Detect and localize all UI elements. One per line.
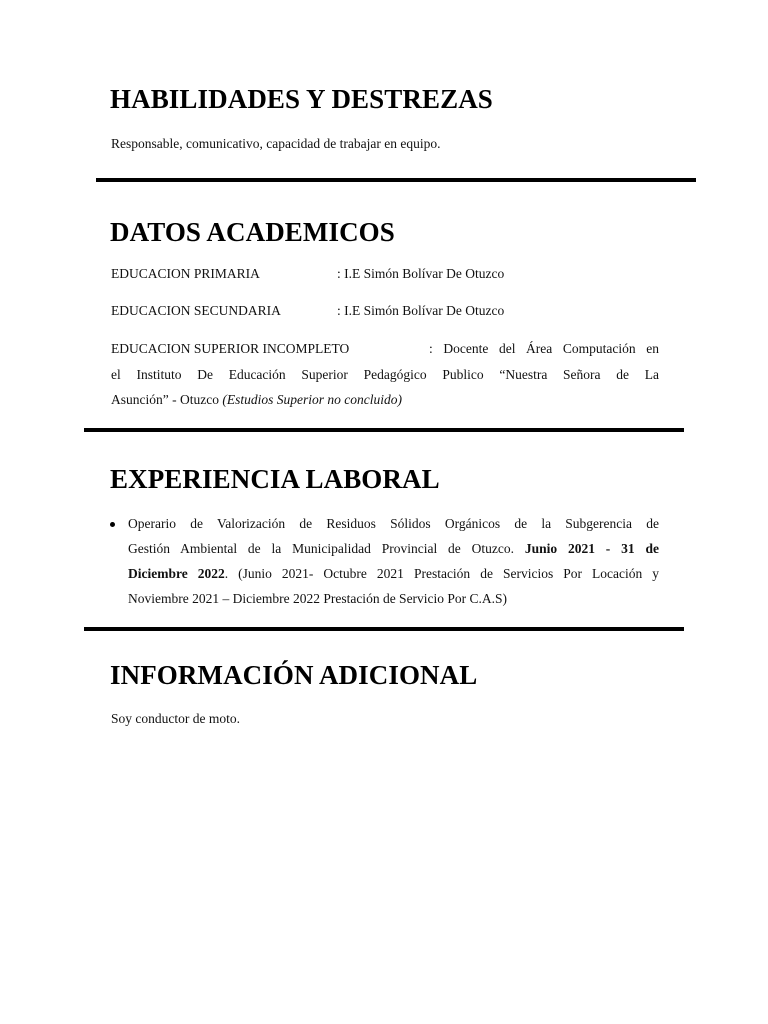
academic-label: EDUCACION SECUNDARIA	[111, 303, 281, 318]
section-title-habilidades: HABILIDADES Y DESTREZAS	[110, 84, 493, 114]
experience-dates-start: Junio 2021 - 31 de	[524, 541, 660, 556]
section-title-experiencia: EXPERIENCIA LABORAL	[110, 464, 440, 494]
academic-value: : I.E Simón Bolívar De Otuzco	[337, 266, 505, 281]
section-title-adicional: INFORMACIÓN ADICIONAL	[110, 660, 478, 690]
academic-note: (Estudios Superior no concluido)	[222, 392, 402, 407]
academic-superior-line2: el Instituto De Educación Superior Pedagógico Publico “Nuestra Señora de La	[111, 367, 659, 382]
experience-line3: Diciembre 2022. (Junio 2021- Octubre 2021 Prestación de Servicios Por Locación y	[128, 566, 659, 581]
experience-dates-end: Diciembre 2022	[128, 566, 225, 581]
section-title-academicos: DATOS ACADEMICOS	[110, 217, 395, 247]
section-divider	[84, 627, 684, 631]
academic-value: : Docente del Área Computación en	[429, 341, 659, 356]
academic-superior-line3: Asunción” - Otuzco (Estudios Superior no concluido)	[111, 392, 402, 407]
habilidades-text: Responsable, comunicativo, capacidad de trabajar en equipo.	[111, 136, 441, 151]
bullet-icon	[110, 522, 115, 527]
experience-line1: Operario de Valorización de Residuos Sólidos Orgánicos de la Subgerencia de	[128, 516, 659, 531]
section-divider	[96, 178, 696, 182]
academic-value: : I.E Simón Bolívar De Otuzco	[337, 303, 505, 318]
experience-line4: Noviembre 2021 – Diciembre 2022 Prestación de Servicio Por C.A.S)	[128, 591, 508, 606]
academic-label: EDUCACION SUPERIOR INCOMPLETO	[111, 341, 350, 356]
experience-line2: Gestión Ambiental de la Municipalidad Provincial de Otuzco. Junio 2021 - 31 de	[128, 541, 660, 556]
academic-label: EDUCACION PRIMARIA	[111, 266, 260, 281]
section-divider	[84, 428, 684, 432]
adicional-text: Soy conductor de moto.	[111, 711, 240, 726]
